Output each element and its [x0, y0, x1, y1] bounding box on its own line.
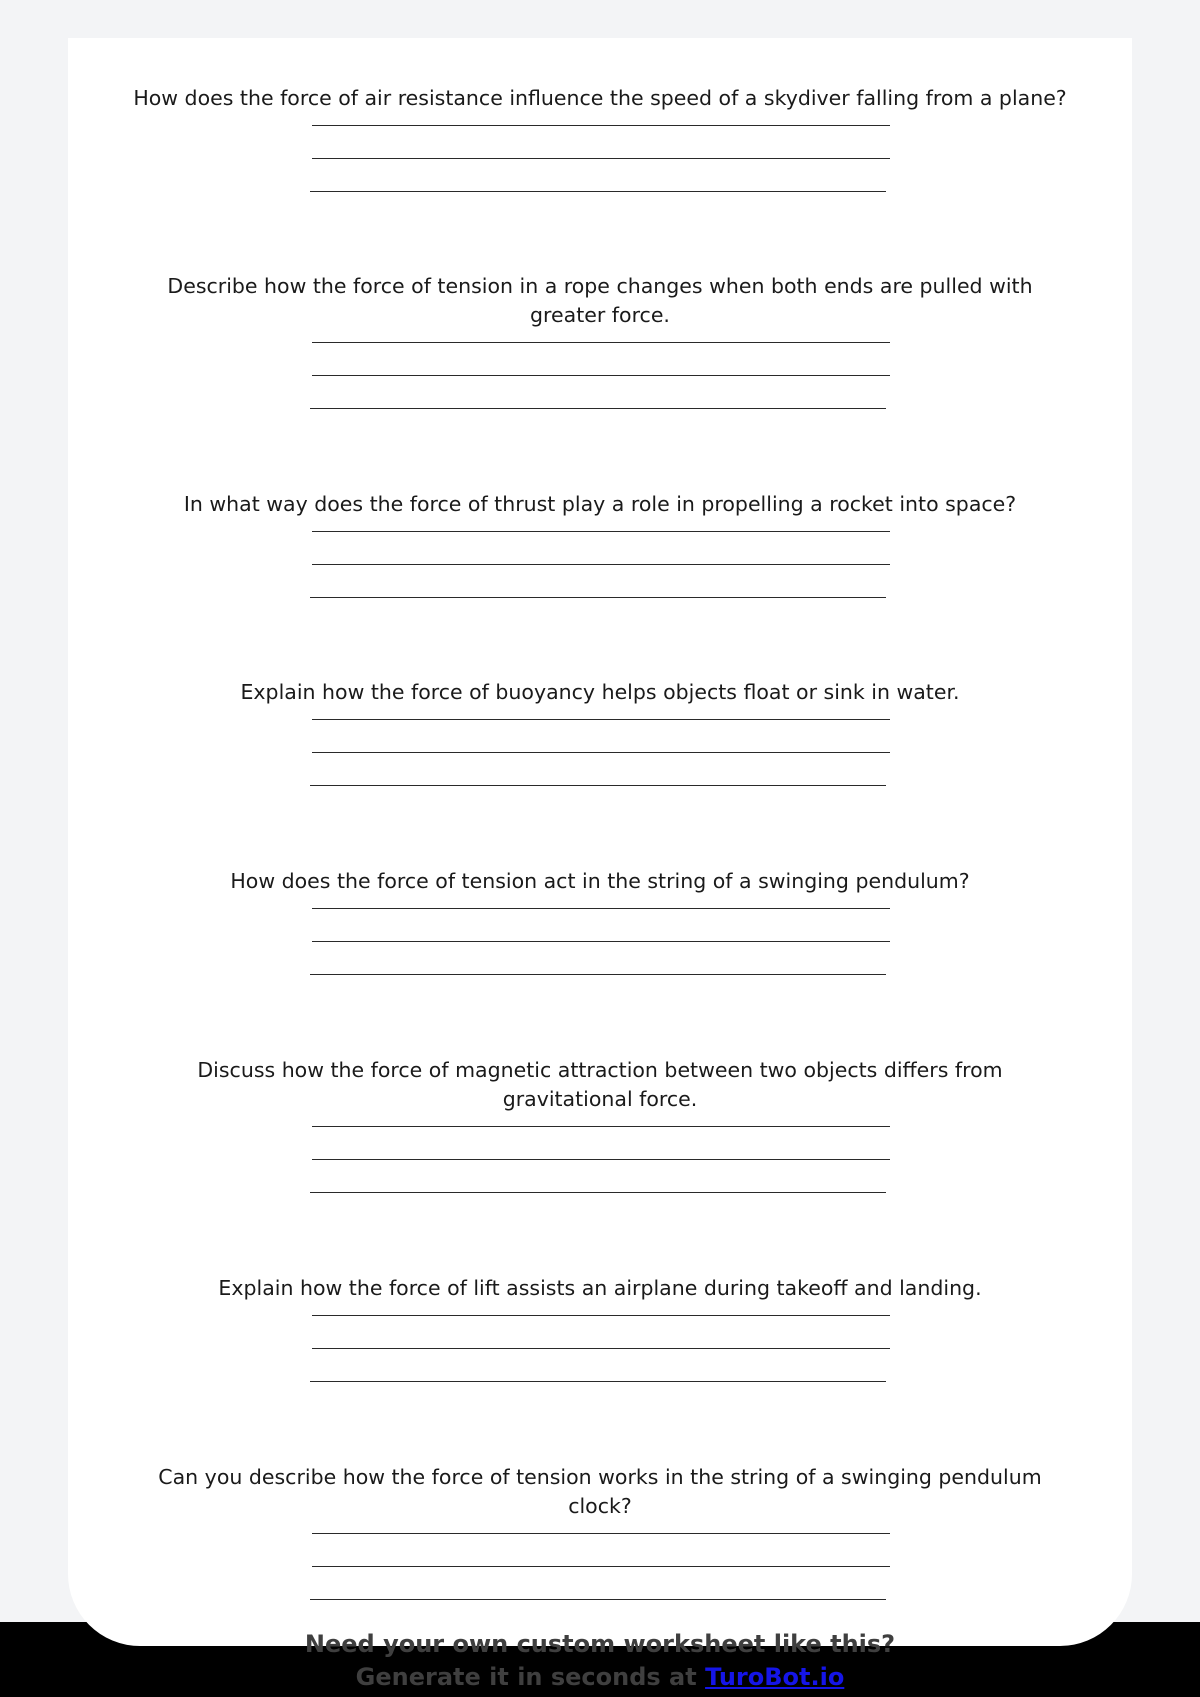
answer-line[interactable] [312, 342, 890, 343]
answer-line[interactable] [310, 974, 886, 975]
promo-headline: Need your own custom worksheet like this? [304, 1630, 896, 1658]
answer-line[interactable] [312, 375, 890, 376]
question-block [130, 1274, 1070, 1414]
answer-line[interactable] [310, 1192, 886, 1193]
question-block [130, 490, 1070, 630]
answer-line[interactable] [312, 531, 890, 532]
question-text: Explain how the force of lift assists an airplane during takeoff and landing. [218, 1276, 982, 1300]
answer-lines [130, 1126, 1070, 1193]
question-block [130, 678, 1070, 818]
promo-cta [0, 1661, 1200, 1694]
question-text: Explain how the force of buoyancy helps objects float or sink in water. [240, 680, 960, 704]
turobot-link[interactable]: TuroBot.io [705, 1663, 845, 1691]
answer-lines [130, 342, 1070, 409]
answer-line[interactable] [312, 908, 890, 909]
answer-line[interactable] [310, 1381, 886, 1382]
answer-lines [130, 531, 1070, 598]
promo-cta-prefix: Generate it in seconds at [355, 1663, 706, 1691]
answer-line[interactable] [310, 597, 886, 598]
question-block [130, 272, 1070, 441]
question-block [130, 867, 1070, 1007]
answer-line[interactable] [310, 1599, 886, 1600]
answer-line[interactable] [312, 1159, 890, 1160]
question-text: Can you describe how the force of tension works in the string of a swinging pendulum clock? [158, 1465, 1042, 1518]
answer-line[interactable] [310, 191, 886, 192]
question-text: In what way does the force of thrust play a role in propelling a rocket into space? [183, 492, 1017, 516]
worksheet-page [68, 38, 1132, 1646]
answer-lines [130, 908, 1070, 975]
answer-line[interactable] [312, 564, 890, 565]
answer-line[interactable] [312, 1315, 890, 1316]
promo-footer [0, 1628, 1200, 1694]
answer-lines [130, 125, 1070, 192]
answer-line[interactable] [310, 785, 886, 786]
answer-line[interactable] [312, 158, 890, 159]
question-block [130, 84, 1070, 224]
answer-lines [130, 1533, 1070, 1600]
answer-line[interactable] [312, 941, 890, 942]
answer-line[interactable] [312, 752, 890, 753]
question-block [130, 1463, 1070, 1632]
answer-line[interactable] [312, 1566, 890, 1567]
answer-line[interactable] [312, 719, 890, 720]
answer-line[interactable] [312, 1348, 890, 1349]
answer-line[interactable] [312, 1533, 890, 1534]
answer-lines [130, 719, 1070, 786]
question-text: How does the force of tension act in the string of a swinging pendulum? [230, 869, 970, 893]
answer-line[interactable] [312, 125, 890, 126]
question-block [130, 1056, 1070, 1225]
question-text: Describe how the force of tension in a rope changes when both ends are pulled with greater force. [167, 274, 1033, 327]
answer-line[interactable] [310, 408, 886, 409]
question-text: How does the force of air resistance influence the speed of a skydiver falling from a plane? [133, 86, 1067, 110]
question-text: Discuss how the force of magnetic attraction between two objects differs from gravitational force. [197, 1058, 1003, 1111]
answer-lines [130, 1315, 1070, 1382]
answer-line[interactable] [312, 1126, 890, 1127]
